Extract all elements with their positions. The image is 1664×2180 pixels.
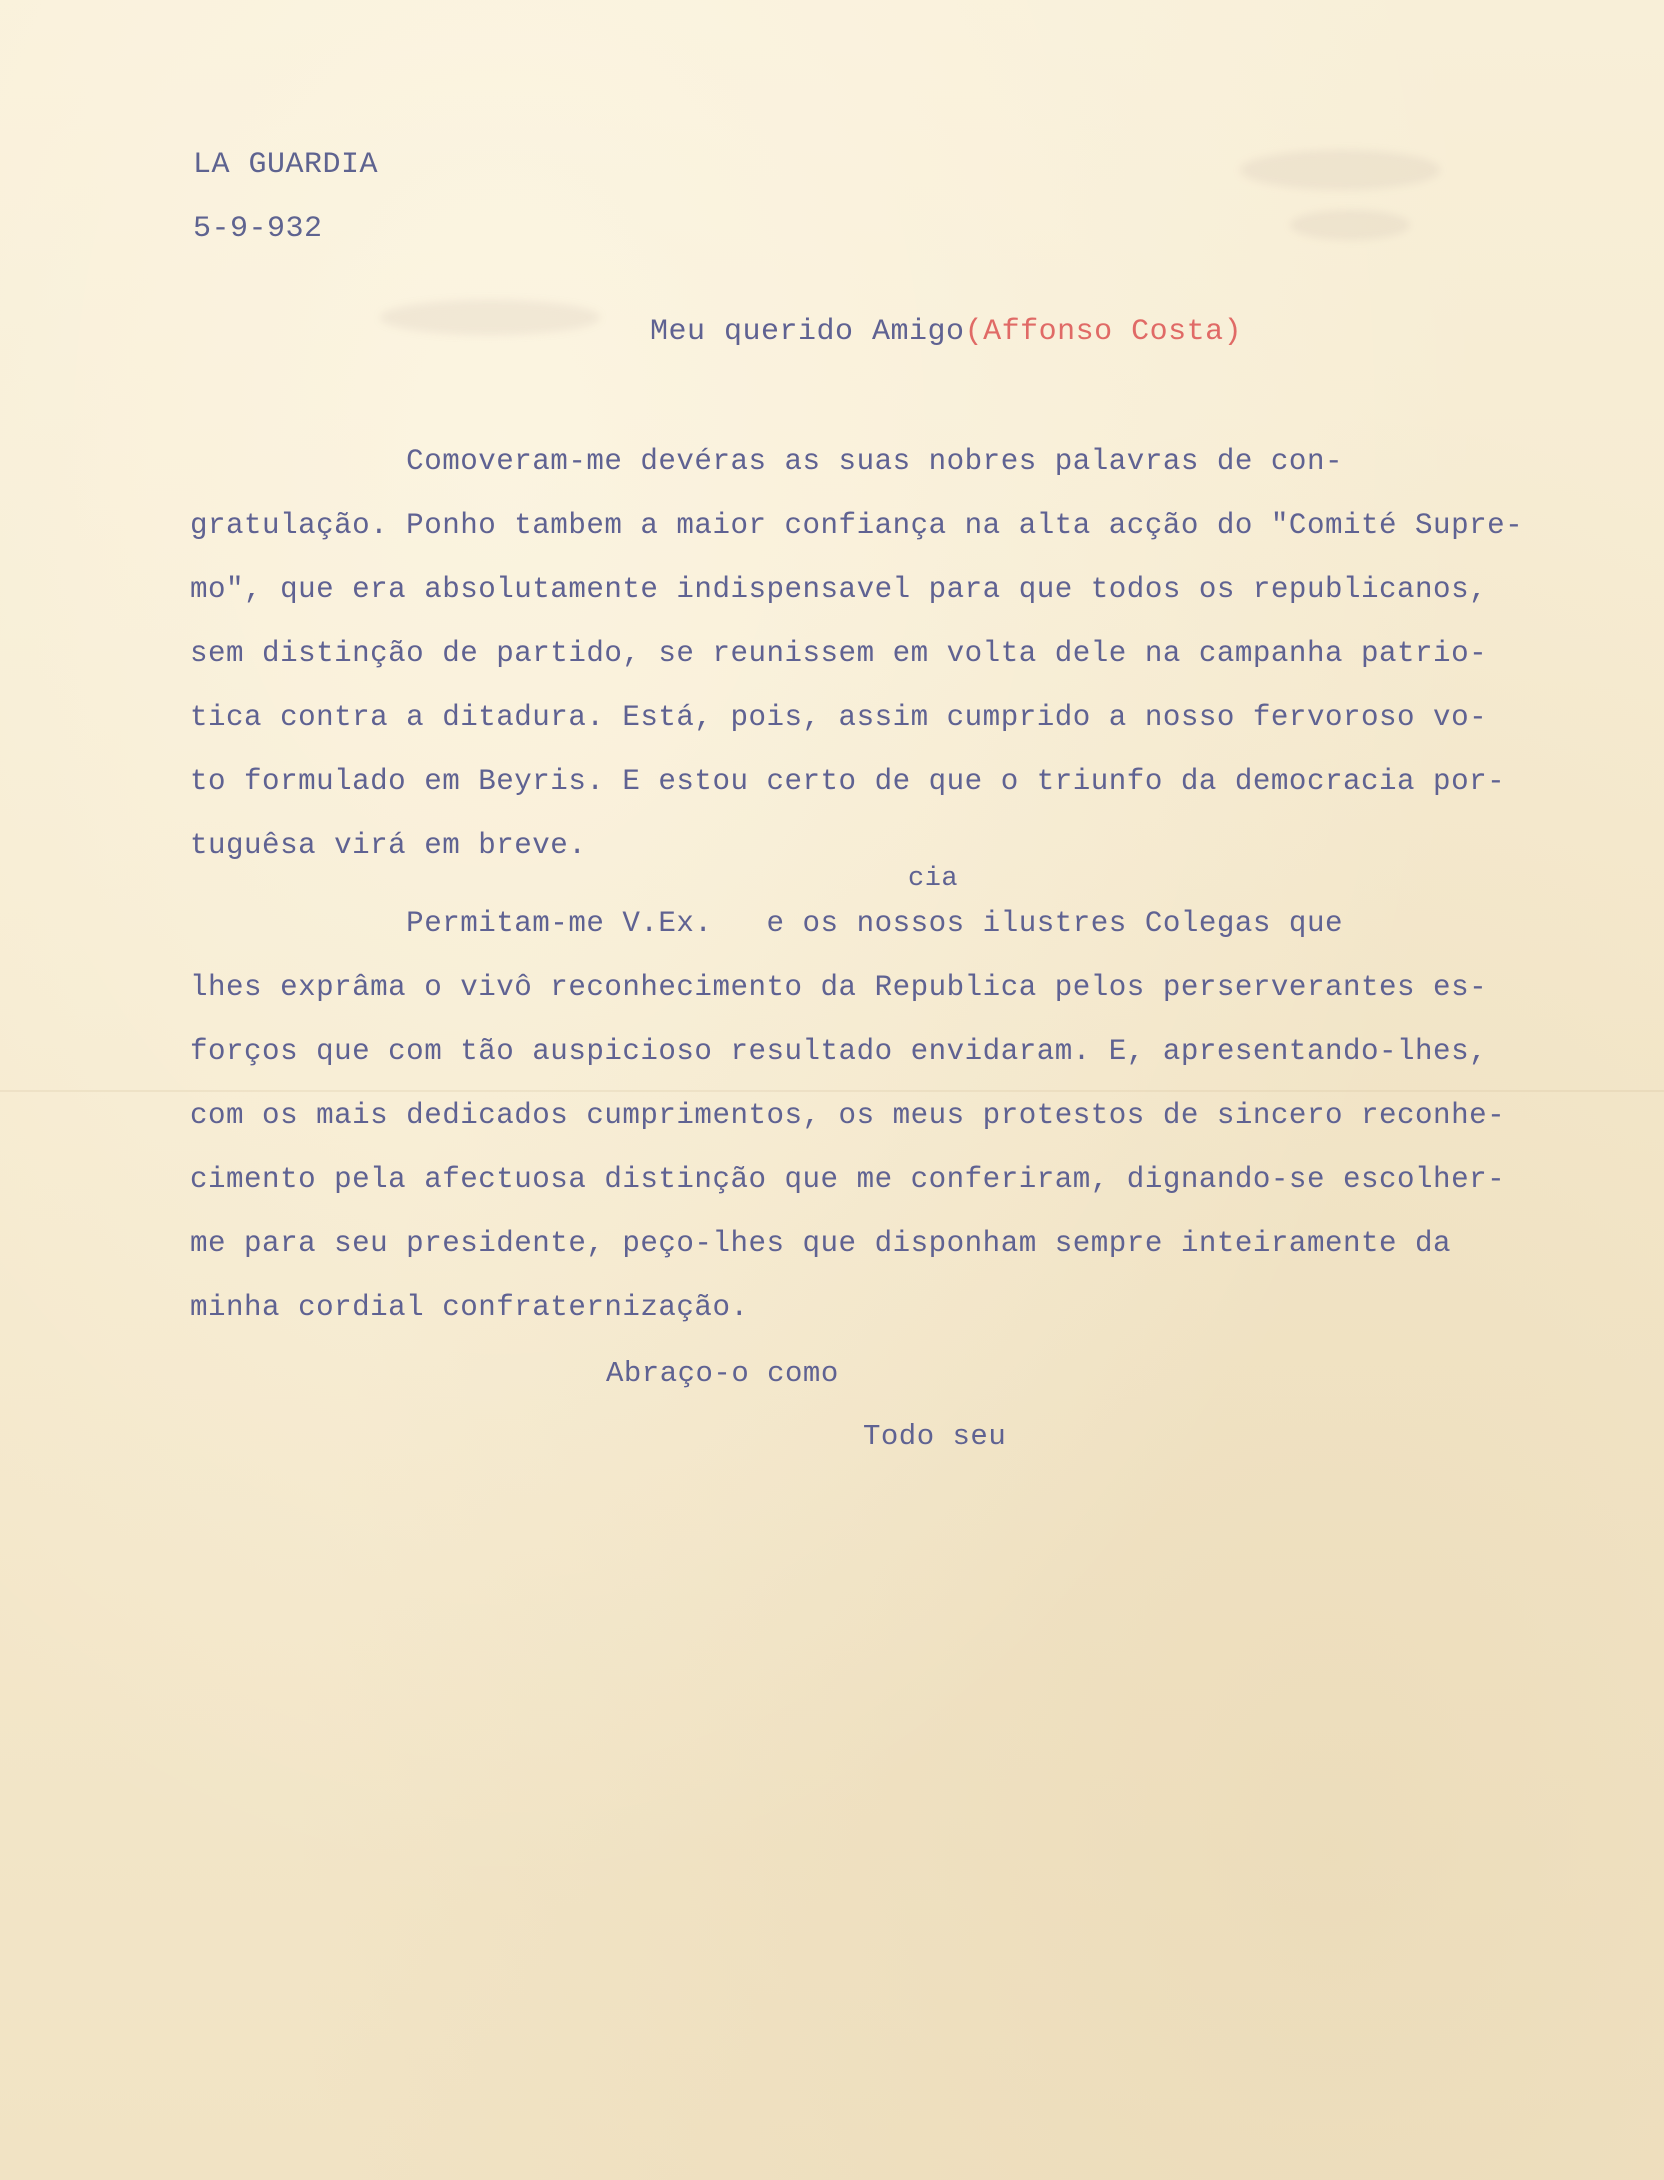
body-line: lhes exprâma o vivô reconhecimento da Republica pelos perserverantes es- bbox=[190, 971, 1488, 1004]
closing-phrase: Abraço-o como bbox=[606, 1357, 839, 1390]
body-line: tica contra a ditadura. Está, pois, assim cumprido a nosso fervoroso vo- bbox=[190, 701, 1488, 734]
paper-stain bbox=[380, 300, 600, 335]
body-line: Comoveram-me devéras as suas nobres palavras de con- bbox=[190, 445, 1343, 478]
body-line: cimento pela afectuosa distinção que me conferiram, dignando-se escolher- bbox=[190, 1163, 1506, 1196]
letter-date: 5-9-932 bbox=[193, 212, 323, 246]
body-line: me para seu presidente, peço-lhes que disponham sempre inteiramente da bbox=[190, 1227, 1452, 1260]
superscript-abbreviation: cia bbox=[908, 864, 959, 894]
closing-signoff: Todo seu bbox=[863, 1420, 1007, 1453]
paper-stain bbox=[1290, 210, 1410, 240]
body-line: forços que com tão auspicioso resultado envidaram. E, apresentando-lhes, bbox=[190, 1035, 1488, 1068]
body-line: mo", que era absolutamente indispensavel para que todos os republicanos, bbox=[190, 573, 1488, 606]
body-line: Permitam-me V.Ex. e os nossos ilustres Colegas que bbox=[190, 907, 1343, 940]
body-line: gratulação. Ponho tambem a maior confiança na alta acção do "Comité Supre- bbox=[190, 509, 1524, 542]
salutation-text: Meu querido Amigo bbox=[650, 315, 965, 349]
body-line: to formulado em Beyris. E estou certo de que o triunfo da democracia por- bbox=[190, 765, 1506, 798]
salutation bbox=[650, 315, 1242, 349]
place-name: LA GUARDIA bbox=[193, 148, 379, 182]
recipient-name: (Affonso Costa) bbox=[964, 315, 1243, 349]
body-line: tuguêsa virá em breve. bbox=[190, 829, 587, 862]
paper-stain bbox=[1240, 150, 1440, 190]
body-line: sem distinção de partido, se reunissem em volta dele na campanha patrio- bbox=[190, 637, 1488, 670]
body-line: com os mais dedicados cumprimentos, os meus protestos de sincero reconhe- bbox=[190, 1099, 1506, 1132]
body-line: minha cordial confraternização. bbox=[190, 1291, 749, 1324]
